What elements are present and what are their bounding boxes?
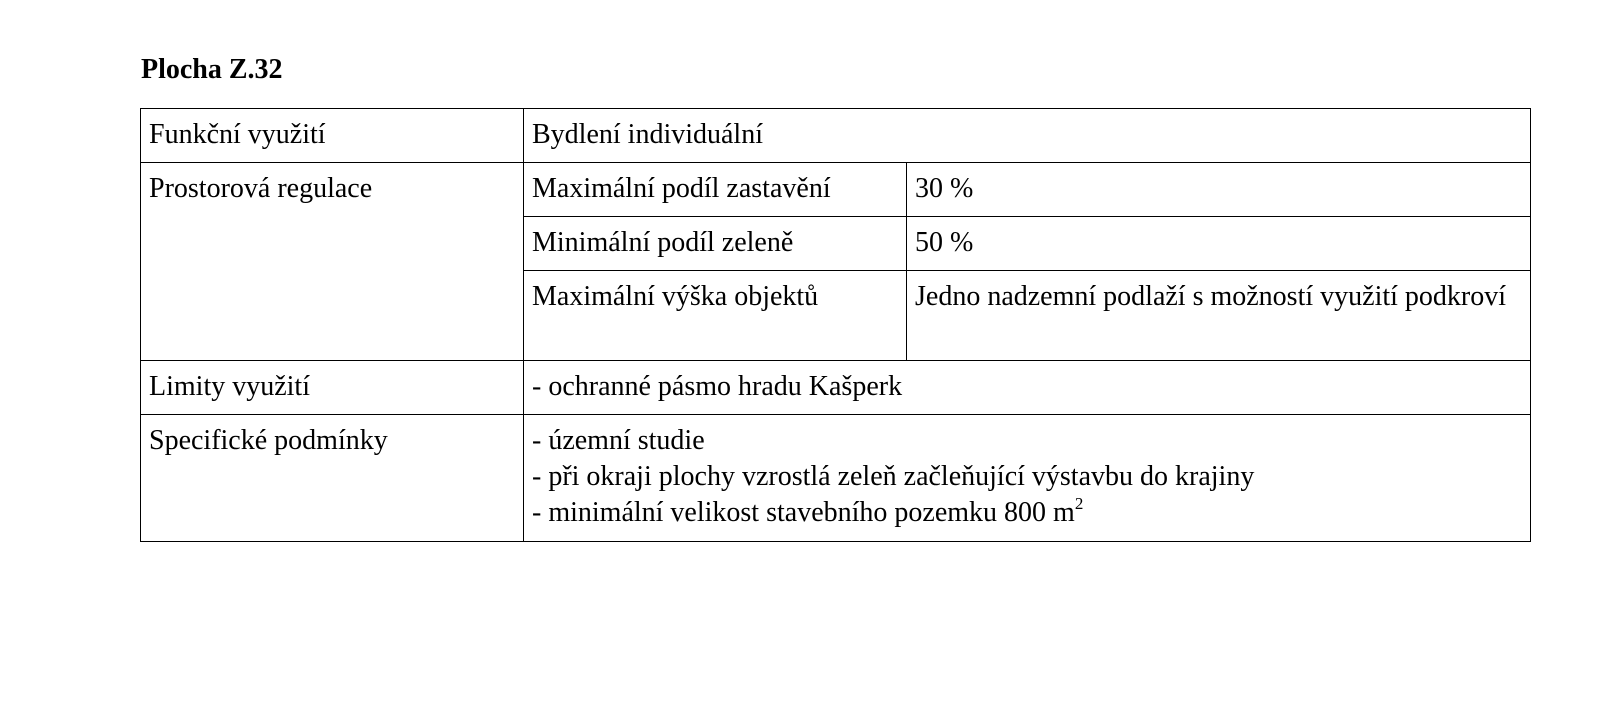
row-label-prostorova-regulace: Prostorová regulace [141, 163, 524, 361]
regulace-value-cell: 50 % [907, 217, 1531, 271]
table-row [141, 109, 1531, 163]
condition-line-text: - minimální velikost stavebního pozemku 800 m [532, 497, 1075, 528]
row-label-specificke-podminky: Specifické podmínky [141, 415, 524, 542]
table-row [141, 415, 1531, 542]
regulace-value-cell: 30 % [907, 163, 1531, 217]
row-value-funkcni-vyuziti: Bydlení individuální [524, 109, 1531, 163]
row-value-limity-vyuziti: - ochranné pásmo hradu Kašperk [524, 361, 1531, 415]
row-label-limity-vyuziti: Limity využití [141, 361, 524, 415]
regulace-name-cell: Maximální výška objektů [524, 271, 907, 361]
condition-line: - územní studie [532, 425, 705, 456]
regulation-table [140, 108, 1531, 542]
row-label-funkcni-vyuziti: Funkční využití [141, 109, 524, 163]
condition-line [532, 495, 1522, 531]
condition-line: - při okraji plochy vzrostlá zeleň začleňující výstavbu do krajiny [532, 461, 1255, 492]
page-title: Plocha Z.32 [141, 54, 283, 85]
unit-superscript: 2 [1074, 494, 1084, 513]
table-row [141, 361, 1531, 415]
row-value-specificke-podminky [524, 415, 1531, 542]
table-row [141, 163, 1531, 217]
regulace-name-cell: Maximální podíl zastavění [524, 163, 907, 217]
regulace-value-cell: Jedno nadzemní podlaží s možností využití podkroví [907, 271, 1531, 361]
regulace-name-cell: Minimální podíl zeleně [524, 217, 907, 271]
